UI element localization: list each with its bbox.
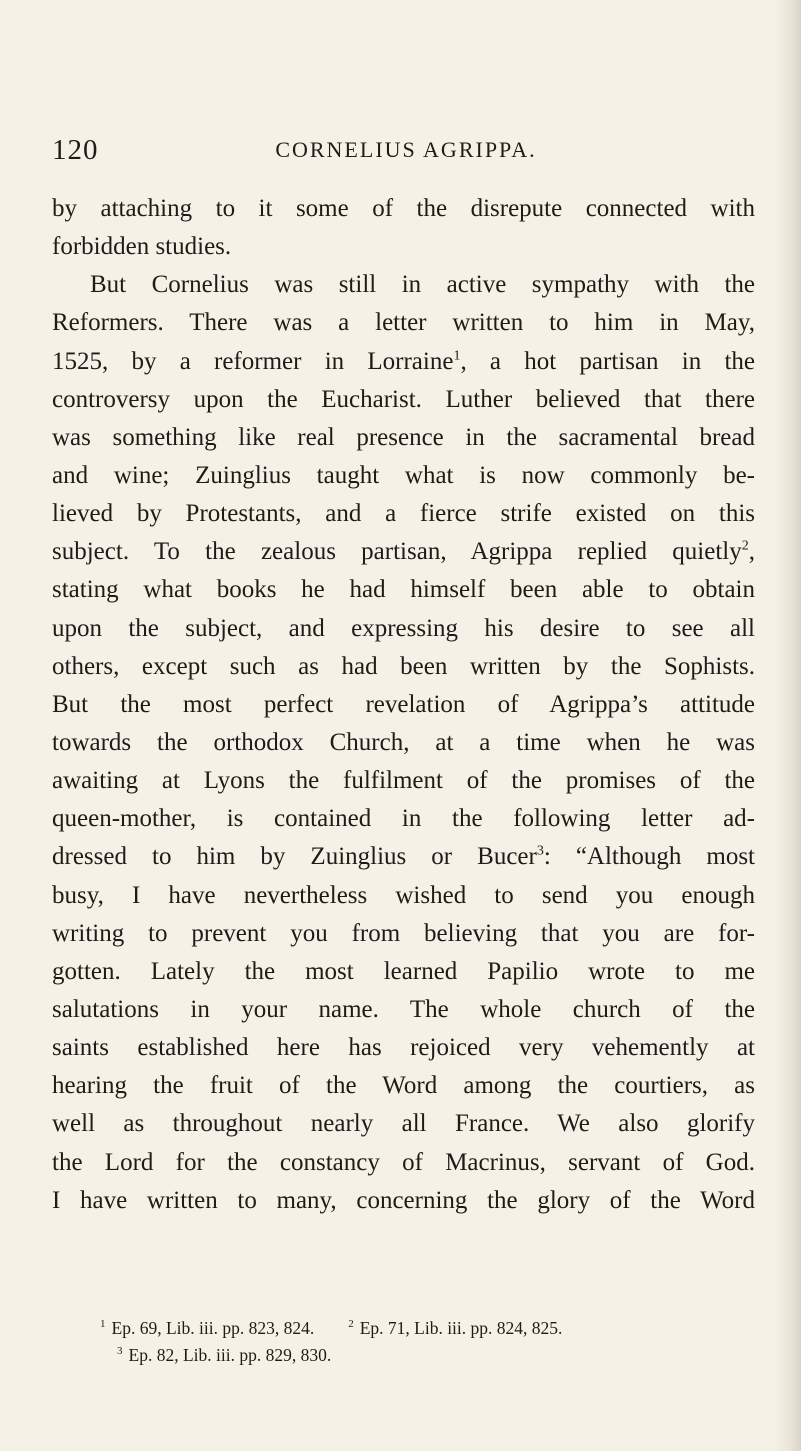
page-number: 120 <box>52 134 99 166</box>
text-line: forbidden studies. <box>52 233 232 261</box>
footnote-text: Ep. 82, Lib. iii. pp. 829, 830. <box>128 1345 332 1365</box>
text-line: upon the subject, and expressing his desire to see all <box>52 614 755 642</box>
text-segment: 1525, by a reformer in Lorraine <box>52 347 454 375</box>
footnote-marker: 3 <box>117 1345 123 1358</box>
text-line: But Cornelius was still in active sympathy with the <box>90 271 755 299</box>
text-line: controversy upon the Eucharist. Luther believed that there <box>52 385 755 413</box>
text-line: and wine; Zuinglius taught what is now commonly be- <box>52 461 755 489</box>
footnotes <box>100 1315 760 1369</box>
text-segment: , a hot partisan in the <box>460 347 755 375</box>
text-line: well as throughout nearly all France. We also glorify <box>52 1110 755 1138</box>
running-title: CORNELIUS AGRIPPA. <box>275 137 537 162</box>
footnote-text: Ep. 69, Lib. iii. pp. 823, 824. <box>111 1318 315 1338</box>
text-line: writing to prevent you from believing that you are for- <box>52 919 755 947</box>
text-line: towards the orthodox Church, at a time when he was <box>52 728 755 756</box>
text-line <box>52 838 755 876</box>
text-line: I have written to many, concerning the glory of the Word <box>52 1186 755 1214</box>
footnote-ref: 2 <box>741 538 749 554</box>
text-line: queen-mother, is contained in the following letter ad- <box>52 805 755 833</box>
text-line: stating what books he had himself been able to obtain <box>52 576 755 604</box>
page-header <box>47 134 747 170</box>
text-segment: : “Although most <box>543 843 756 871</box>
text-line: by attaching to it some of the disrepute connected with <box>52 195 755 222</box>
text-line: the Lord for the constancy of Macrinus, servant of God. <box>52 1148 755 1176</box>
text-line: hearing the fruit of the Word among the courtiers, as <box>52 1072 755 1100</box>
text-line: salutations in your name. The whole church of the <box>52 995 755 1023</box>
text-line: was something like real presence in the sacramental bread <box>52 423 755 451</box>
footnote-text: Ep. 71, Lib. iii. pp. 824, 825. <box>359 1318 563 1338</box>
text-segment: subject. To the zealous partisan, Agrippa replied quietly <box>52 538 742 566</box>
text-line <box>52 343 755 381</box>
text-segment: dressed to him by Zuinglius or Bucer <box>52 843 537 871</box>
footnote-ref: 1 <box>453 348 461 364</box>
footnote-row <box>100 1342 760 1369</box>
text-line: awaiting at Lyons the fulfilment of the promises of the <box>52 767 755 795</box>
body-text <box>52 190 755 1220</box>
text-line: others, except such as had been written by the Sophists. <box>52 652 755 680</box>
footnote-ref: 3 <box>536 844 544 860</box>
text-line: saints established here has rejoiced very vehemently at <box>52 1034 755 1062</box>
footnote-marker: 1 <box>100 1318 106 1331</box>
text-line: But the most perfect revelation of Agrippa’s attitude <box>52 690 755 718</box>
text-line: lieved by Protestants, and a fierce strife existed on this <box>52 500 755 528</box>
footnote-row <box>100 1315 760 1342</box>
text-line <box>52 533 755 571</box>
text-segment: , <box>748 538 755 566</box>
text-line: Reformers. There was a letter written to him in May, <box>52 309 755 337</box>
text-line: gotten. Lately the most learned Papilio wrote to me <box>52 957 755 985</box>
footnote-marker: 2 <box>348 1318 354 1331</box>
text-line: busy, I have nevertheless wished to send you enough <box>52 881 755 909</box>
page-edge-shadow <box>775 0 801 1451</box>
